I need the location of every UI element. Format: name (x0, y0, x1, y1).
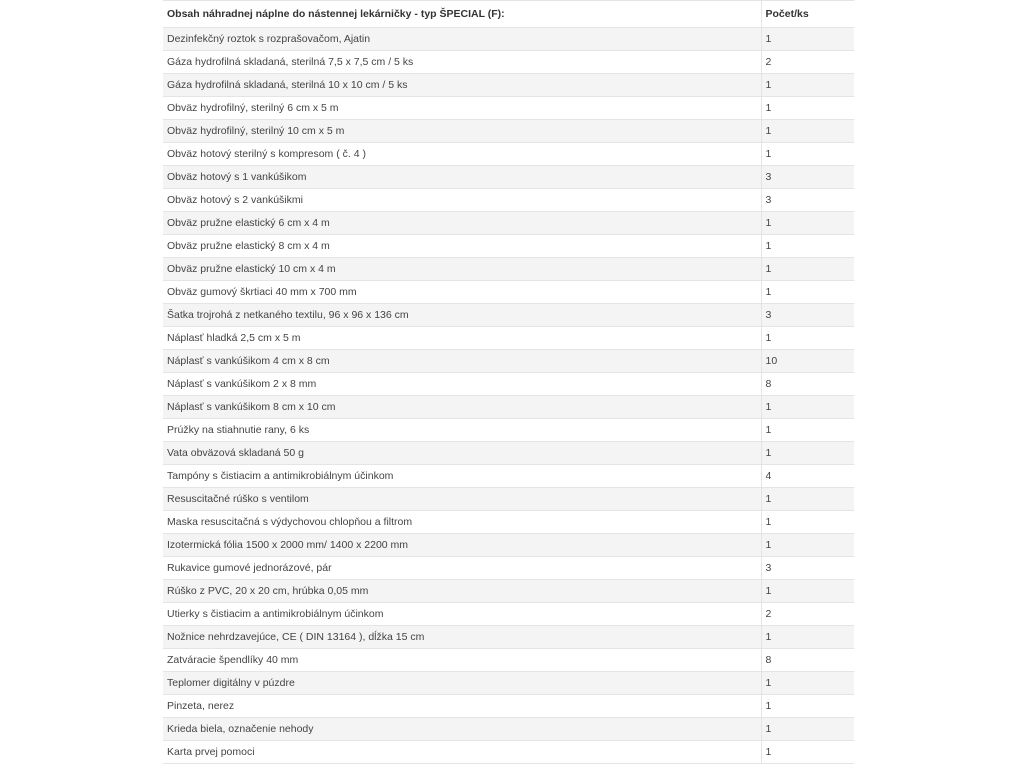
row-item: Izotermická fólia 1500 x 2000 mm/ 1400 x 2200 mm (163, 534, 761, 557)
row-qty: 1 (761, 327, 854, 350)
row-qty: 1 (761, 97, 854, 120)
table-row (163, 741, 854, 764)
table-row (163, 396, 854, 419)
row-item: Náplasť s vankúšikom 2 x 8 mm (163, 373, 761, 396)
row-item: Nožnice nehrdzavejúce, CE ( DIN 13164 ), dĺžka 15 cm (163, 626, 761, 649)
row-item: Obväz gumový škrtiaci 40 mm x 700 mm (163, 281, 761, 304)
row-item: Teplomer digitálny v púzdre (163, 672, 761, 695)
row-qty: 3 (761, 189, 854, 212)
row-qty: 1 (761, 143, 854, 166)
row-item: Pinzeta, nerez (163, 695, 761, 718)
table-row (163, 97, 854, 120)
row-item: Tampóny s čistiacim a antimikrobiálnym účinkom (163, 465, 761, 488)
contents-table-wrapper (163, 0, 854, 764)
row-item: Náplasť hladká 2,5 cm x 5 m (163, 327, 761, 350)
table-row (163, 534, 854, 557)
row-item: Obväz hotový s 1 vankúšikom (163, 166, 761, 189)
row-item: Gáza hydrofilná skladaná, sterilná 10 x 10 cm / 5 ks (163, 74, 761, 97)
table-row (163, 511, 854, 534)
table-row (163, 74, 854, 97)
table-row (163, 258, 854, 281)
contents-table (163, 0, 854, 764)
row-item: Šatka trojrohá z netkaného textilu, 96 x 96 x 136 cm (163, 304, 761, 327)
row-qty: 1 (761, 74, 854, 97)
table-row (163, 580, 854, 603)
table-row (163, 304, 854, 327)
row-item: Vata obväzová skladaná 50 g (163, 442, 761, 465)
row-item: Obväz hotový s 2 vankúšikmi (163, 189, 761, 212)
row-qty: 4 (761, 465, 854, 488)
table-row (163, 695, 854, 718)
row-item: Rúško z PVC, 20 x 20 cm, hrúbka 0,05 mm (163, 580, 761, 603)
row-qty: 1 (761, 396, 854, 419)
row-item: Prúžky na stiahnutie rany, 6 ks (163, 419, 761, 442)
table-row (163, 212, 854, 235)
row-item: Maska resuscitačná s výdychovou chlopňou a filtrom (163, 511, 761, 534)
row-item: Náplasť s vankúšikom 8 cm x 10 cm (163, 396, 761, 419)
row-item: Resuscitačné rúško s ventilom (163, 488, 761, 511)
header-qty: Počet/ks (761, 1, 854, 28)
table-row (163, 28, 854, 51)
table-row (163, 281, 854, 304)
row-qty: 8 (761, 373, 854, 396)
row-item: Obväz pružne elastický 8 cm x 4 m (163, 235, 761, 258)
row-item: Rukavice gumové jednorázové, pár (163, 557, 761, 580)
table-row (163, 672, 854, 695)
row-qty: 1 (761, 28, 854, 51)
row-item: Krieda biela, označenie nehody (163, 718, 761, 741)
row-qty: 1 (761, 281, 854, 304)
table-row (163, 626, 854, 649)
row-qty: 1 (761, 442, 854, 465)
table-row (163, 442, 854, 465)
row-item: Náplasť s vankúšikom 4 cm x 8 cm (163, 350, 761, 373)
table-row (163, 143, 854, 166)
table-row (163, 465, 854, 488)
row-qty: 1 (761, 718, 854, 741)
table-row (163, 189, 854, 212)
row-qty: 1 (761, 580, 854, 603)
header-row (163, 1, 854, 28)
table-row (163, 419, 854, 442)
table-row (163, 235, 854, 258)
header-item: Obsah náhradnej náplne do nástennej lekárničky - typ ŠPECIAL (F): (163, 1, 761, 28)
row-qty: 3 (761, 557, 854, 580)
table-row (163, 488, 854, 511)
row-item: Obväz hydrofilný, sterilný 6 cm x 5 m (163, 97, 761, 120)
row-item: Obväz pružne elastický 10 cm x 4 m (163, 258, 761, 281)
row-qty: 1 (761, 626, 854, 649)
table-row (163, 350, 854, 373)
row-item: Dezinfekčný roztok s rozprašovačom, Ajatin (163, 28, 761, 51)
row-item: Utierky s čistiacim a antimikrobiálnym účinkom (163, 603, 761, 626)
table-row (163, 603, 854, 626)
table-row (163, 649, 854, 672)
table-row (163, 120, 854, 143)
table-body (163, 28, 854, 764)
table-row (163, 51, 854, 74)
row-qty: 1 (761, 672, 854, 695)
row-qty: 1 (761, 258, 854, 281)
row-qty: 1 (761, 212, 854, 235)
table-row (163, 166, 854, 189)
row-qty: 2 (761, 51, 854, 74)
table-header (163, 1, 854, 28)
row-item: Zatváracie špendlíky 40 mm (163, 649, 761, 672)
row-item: Obväz hotový sterilný s kompresom ( č. 4 ) (163, 143, 761, 166)
row-qty: 8 (761, 649, 854, 672)
row-qty: 2 (761, 603, 854, 626)
row-qty: 1 (761, 695, 854, 718)
row-item: Obväz pružne elastický 6 cm x 4 m (163, 212, 761, 235)
row-qty: 1 (761, 534, 854, 557)
row-item: Gáza hydrofilná skladaná, sterilná 7,5 x 7,5 cm / 5 ks (163, 51, 761, 74)
row-qty: 1 (761, 120, 854, 143)
row-item: Karta prvej pomoci (163, 741, 761, 764)
table-row (163, 718, 854, 741)
row-qty: 10 (761, 350, 854, 373)
row-qty: 3 (761, 304, 854, 327)
table-row (163, 557, 854, 580)
row-item: Obväz hydrofilný, sterilný 10 cm x 5 m (163, 120, 761, 143)
row-qty: 1 (761, 488, 854, 511)
row-qty: 1 (761, 419, 854, 442)
row-qty: 1 (761, 235, 854, 258)
row-qty: 1 (761, 741, 854, 764)
row-qty: 3 (761, 166, 854, 189)
table-row (163, 373, 854, 396)
table-row (163, 327, 854, 350)
row-qty: 1 (761, 511, 854, 534)
